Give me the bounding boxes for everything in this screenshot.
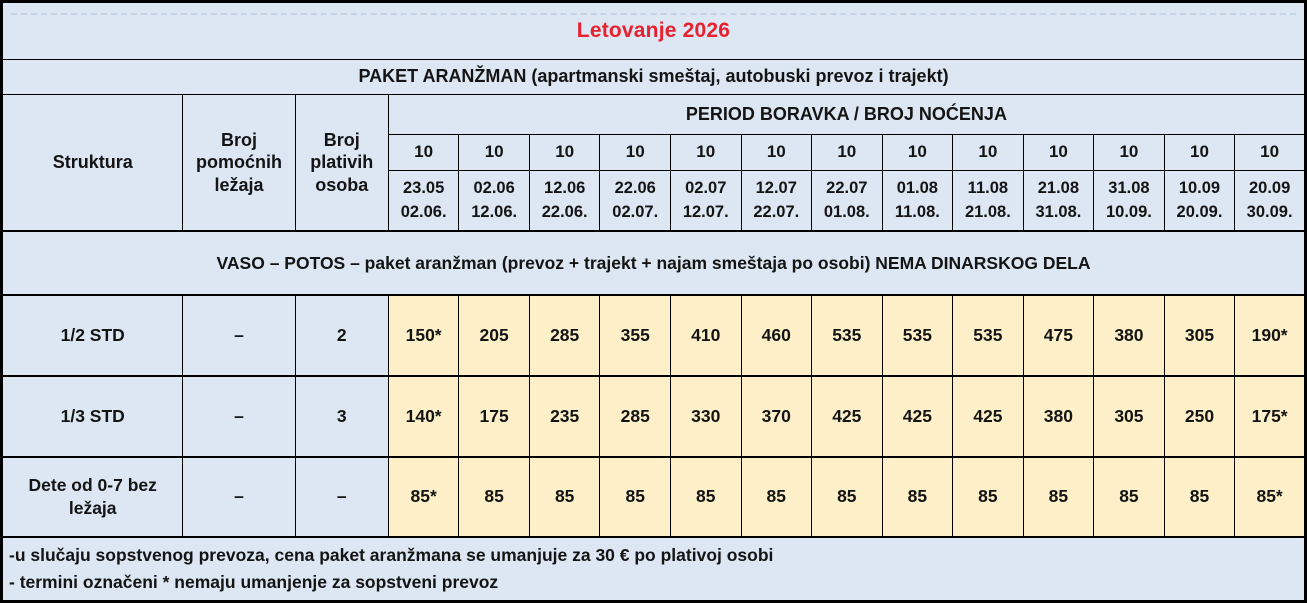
price-cell: 85	[1094, 457, 1165, 538]
price-cell: 250	[1164, 376, 1235, 457]
price-cell: 380	[1023, 376, 1094, 457]
section-title: VASO – POTOS – paket aranžman (prevoz + trajekt + najam smeštaja po osobi) NEMA DINARSKOG DELA	[2, 231, 1306, 295]
price-cell: 150*	[388, 295, 459, 376]
price-cell: 140*	[388, 376, 459, 457]
nights-cell: 10	[1235, 134, 1306, 170]
price-cell: 460	[741, 295, 812, 376]
nights-cell: 10	[600, 134, 671, 170]
date-to: 12.07.	[682, 202, 729, 221]
price-cell: 305	[1094, 376, 1165, 457]
date-range-cell	[388, 171, 459, 231]
price-cell: 535	[812, 295, 883, 376]
price-cell: 85	[1164, 457, 1235, 538]
price-cell: 175*	[1235, 376, 1306, 457]
nights-cell: 10	[670, 134, 741, 170]
date-from: 22.07	[826, 179, 868, 198]
price-cell: 535	[953, 295, 1024, 376]
price-cell: 370	[741, 376, 812, 457]
price-cell: 330	[670, 376, 741, 457]
date-from: 22.06	[614, 179, 656, 198]
row-value-pomocni: –	[183, 457, 295, 538]
price-cell: 85	[812, 457, 883, 538]
price-cell: 85*	[388, 457, 459, 538]
period-boravka-header: PERIOD BORAVKA / BROJ NOĆENJA	[388, 94, 1305, 134]
date-range-cell	[670, 171, 741, 231]
nights-cell: 10	[741, 134, 812, 170]
nights-cell: 10	[1094, 134, 1165, 170]
price-cell: 425	[812, 376, 883, 457]
date-from: 31.08	[1108, 179, 1150, 198]
row-label-struktura: 1/2 STD	[2, 295, 183, 376]
date-range-cell	[953, 171, 1024, 231]
footnotes-cell	[2, 537, 1306, 601]
date-to: 31.08.	[1035, 202, 1082, 221]
date-range-cell	[1235, 171, 1306, 231]
price-cell: 175	[459, 376, 530, 457]
date-to: 21.08.	[964, 202, 1011, 221]
price-cell: 235	[529, 376, 600, 457]
date-to: 01.08.	[823, 202, 870, 221]
date-range-cell	[1164, 171, 1235, 231]
nights-cell: 10	[1023, 134, 1094, 170]
price-cell: 305	[1164, 295, 1235, 376]
nights-cell: 10	[812, 134, 883, 170]
price-cell: 285	[529, 295, 600, 376]
price-cell: 85	[953, 457, 1024, 538]
date-to: 02.06.	[400, 202, 447, 221]
column-header-struktura: Struktura	[2, 94, 183, 231]
row-value-plativi: –	[295, 457, 388, 538]
price-cell: 425	[882, 376, 953, 457]
table-row	[2, 376, 1306, 457]
date-range-cell	[882, 171, 953, 231]
price-cell: 85*	[1235, 457, 1306, 538]
package-subtitle: PAKET ARANŽMAN (apartmanski smeštaj, autobuski prevoz i trajekt)	[2, 60, 1306, 94]
date-from: 23.05	[402, 179, 445, 198]
date-from: 11.08	[967, 179, 1009, 198]
price-cell: 190*	[1235, 295, 1306, 376]
nights-cell: 10	[529, 134, 600, 170]
price-cell: 85	[600, 457, 671, 538]
row-value-plativi: 2	[295, 295, 388, 376]
date-from: 21.08	[1037, 179, 1080, 198]
date-from: 20.09	[1248, 179, 1291, 198]
price-cell: 425	[953, 376, 1024, 457]
row-value-pomocni: –	[183, 376, 295, 457]
row-value-pomocni: –	[183, 295, 295, 376]
column-header-broj-pomocnih-lezaja: Broj pomoćnih ležaja	[183, 94, 295, 231]
date-range-cell	[741, 171, 812, 231]
table-row	[2, 295, 1306, 376]
footnote-asterisk-terms: - termini označeni * nemaju umanjenje za sopstveni prevoz	[9, 572, 499, 593]
nights-cell: 10	[1164, 134, 1235, 170]
nights-cell: 10	[459, 134, 530, 170]
date-from: 01.08	[896, 179, 938, 198]
page-title: Letovanje 2026	[2, 2, 1306, 60]
price-cell: 85	[882, 457, 953, 538]
date-to: 22.06.	[541, 202, 588, 221]
row-label-struktura: 1/3 STD	[2, 376, 183, 457]
date-range-cell	[1023, 171, 1094, 231]
price-cell: 380	[1094, 295, 1165, 376]
footnote-own-transport: -u slučaju sopstvenog prevoza, cena paket aranžmana se umanjuje za 30 € po plativoj osobi	[9, 544, 774, 565]
price-cell: 85	[459, 457, 530, 538]
price-cell: 85	[529, 457, 600, 538]
date-range-cell	[600, 171, 671, 231]
date-from: 12.06	[544, 179, 586, 198]
date-range-cell	[529, 171, 600, 231]
price-cell: 535	[882, 295, 953, 376]
row-value-plativi: 3	[295, 376, 388, 457]
price-cell: 85	[670, 457, 741, 538]
date-range-cell	[459, 171, 530, 231]
price-cell: 85	[741, 457, 812, 538]
price-cell: 285	[600, 376, 671, 457]
price-cell: 85	[1023, 457, 1094, 538]
nights-cell: 10	[388, 134, 459, 170]
date-to: 12.06.	[471, 202, 518, 221]
price-cell: 410	[670, 295, 741, 376]
date-to: 11.08.	[894, 202, 940, 221]
nights-cell: 10	[882, 134, 953, 170]
column-header-broj-plativih-osoba: Broj plativih osoba	[295, 94, 388, 231]
date-from: 02.06	[473, 179, 515, 198]
table-row	[2, 457, 1306, 538]
nights-cell: 10	[953, 134, 1024, 170]
price-cell: 205	[459, 295, 530, 376]
date-range-cell	[812, 171, 883, 231]
date-from: 02.07	[685, 179, 727, 198]
row-label-struktura: Dete od 0-7 bez ležaja	[2, 457, 183, 538]
date-to: 10.09.	[1106, 202, 1152, 221]
date-from: 12.07	[755, 179, 797, 198]
date-to: 22.07.	[753, 202, 800, 221]
date-range-cell	[1094, 171, 1165, 231]
date-to: 30.09.	[1246, 202, 1293, 221]
date-to: 20.09.	[1176, 202, 1223, 221]
price-cell: 355	[600, 295, 671, 376]
date-from: 10.09	[1178, 179, 1221, 198]
date-to: 02.07.	[612, 202, 659, 221]
price-cell: 475	[1023, 295, 1094, 376]
